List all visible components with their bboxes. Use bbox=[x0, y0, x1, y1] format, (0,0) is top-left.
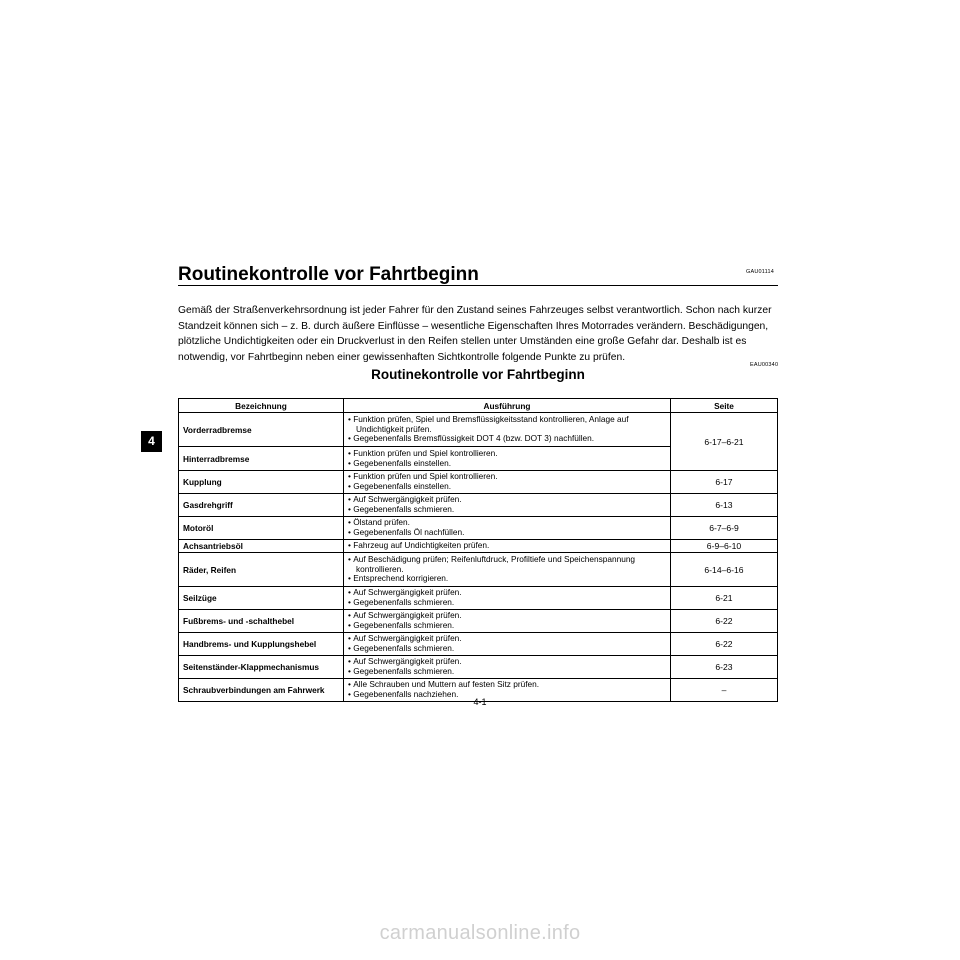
row-actions bbox=[344, 517, 671, 540]
action-bullet: • Auf Schwergängigkeit prüfen. bbox=[348, 611, 666, 621]
table-row bbox=[179, 471, 778, 494]
row-actions bbox=[344, 540, 671, 553]
table-code: EAU00340 bbox=[750, 362, 779, 368]
row-item: Kupplung bbox=[179, 471, 344, 494]
row-page: 6-14–6-16 bbox=[671, 553, 778, 587]
action-bullet: • Auf Beschädigung prüfen; Reifenluftdruck, Profiltiefe und Speichenspannung kontrollieren. bbox=[348, 555, 666, 574]
action-bullet: • Auf Schwergängigkeit prüfen. bbox=[348, 657, 666, 667]
action-bullet: • Gegebenenfalls schmieren. bbox=[348, 598, 666, 608]
action-bullet: • Funktion prüfen und Spiel kontrollieren. bbox=[348, 472, 666, 482]
page-number: 4-1 bbox=[473, 697, 487, 707]
table-row bbox=[179, 610, 778, 633]
row-page: 6-23 bbox=[671, 656, 778, 679]
column-header-page: Seite bbox=[671, 399, 778, 413]
row-item: Gasdrehgriff bbox=[179, 494, 344, 517]
row-actions bbox=[344, 447, 671, 471]
row-actions bbox=[344, 610, 671, 633]
row-item: Vorderradbremse bbox=[179, 413, 344, 447]
section-code: GAU01114 bbox=[746, 269, 774, 275]
row-actions bbox=[344, 413, 671, 447]
action-bullet: • Gegebenenfalls schmieren. bbox=[348, 505, 666, 515]
table-row bbox=[179, 517, 778, 540]
column-header-actions: Ausführung bbox=[344, 399, 671, 413]
action-bullet: • Auf Schwergängigkeit prüfen. bbox=[348, 495, 666, 505]
action-bullet: • Gegebenenfalls Bremsflüssigkeit DOT 4 (bzw. DOT 3) nachfüllen. bbox=[348, 434, 666, 444]
action-bullet: • Gegebenenfalls schmieren. bbox=[348, 667, 666, 677]
intro-paragraph: Gemäß der Straßenverkehrsordnung ist jeder Fahrer für den Zustand seines Fahrzeuges selbst verantwortlich. Schon nach kurzer Standzeit können sich – z. B. durch äußere Einflüsse – wesentliche Eigenschaften Ihres Motorrades verändern. Beschädigungen, plötzliche Undichtigkeiten oder ein Druckverlust in den Reifen stellen unter Umständen eine große Gefahr dar. Deshalb ist es notwendig, vor Fahrtbeginn neben einer gewissenhaften Sichtkontrolle folgende Punkte zu prüfen. bbox=[178, 305, 772, 363]
action-bullet: • Entsprechend korrigieren. bbox=[348, 574, 666, 584]
row-actions bbox=[344, 633, 671, 656]
row-item: Hinterradbremse bbox=[179, 447, 344, 471]
action-bullet: • Auf Schwergängigkeit prüfen. bbox=[348, 588, 666, 598]
row-item: Achsantriebsöl bbox=[179, 540, 344, 553]
table-row bbox=[179, 633, 778, 656]
title-underline bbox=[178, 285, 778, 286]
row-page: 6-13 bbox=[671, 494, 778, 517]
row-actions bbox=[344, 587, 671, 610]
row-actions bbox=[344, 494, 671, 517]
action-bullet: • Funktion prüfen, Spiel und Bremsflüssigkeitsstand kontrollieren, Anlage auf Undichtigkeit prüfen. bbox=[348, 415, 666, 434]
action-bullet: • Gegebenenfalls einstellen. bbox=[348, 459, 666, 469]
row-page: 6-21 bbox=[671, 587, 778, 610]
action-bullet: • Fahrzeug auf Undichtigkeiten prüfen. bbox=[348, 541, 666, 551]
table-row bbox=[179, 656, 778, 679]
table-row bbox=[179, 587, 778, 610]
action-bullet: • Auf Schwergängigkeit prüfen. bbox=[348, 634, 666, 644]
chapter-tab: 4 bbox=[141, 431, 162, 452]
table-header-row bbox=[179, 399, 778, 413]
page-title: Routinekontrolle vor Fahrtbeginn bbox=[178, 264, 479, 285]
table-row bbox=[179, 540, 778, 553]
row-page: 6-22 bbox=[671, 633, 778, 656]
column-header-item: Bezeichnung bbox=[179, 399, 344, 413]
action-bullet: • Gegebenenfalls schmieren. bbox=[348, 644, 666, 654]
row-page: 6-9–6-10 bbox=[671, 540, 778, 553]
row-item: Räder, Reifen bbox=[179, 553, 344, 587]
row-page: 6-17–6-21 bbox=[671, 413, 778, 471]
routine-check-table bbox=[178, 398, 778, 702]
action-bullet: • Gegebenenfalls einstellen. bbox=[348, 482, 666, 492]
row-actions bbox=[344, 656, 671, 679]
row-actions bbox=[344, 553, 671, 587]
action-bullet: • Ölstand prüfen. bbox=[348, 518, 666, 528]
table-row bbox=[179, 553, 778, 587]
row-page: – bbox=[671, 679, 778, 702]
row-page: 6-17 bbox=[671, 471, 778, 494]
row-page: 6-7–6-9 bbox=[671, 517, 778, 540]
table-row bbox=[179, 494, 778, 517]
action-bullet: • Gegebenenfalls schmieren. bbox=[348, 621, 666, 631]
action-bullet: • Alle Schrauben und Muttern auf festen Sitz prüfen. bbox=[348, 680, 666, 690]
action-bullet: • Funktion prüfen und Spiel kontrollieren. bbox=[348, 449, 666, 459]
action-bullet: • Gegebenenfalls nachziehen. bbox=[348, 690, 666, 700]
table-title: Routinekontrolle vor Fahrtbeginn bbox=[371, 367, 585, 382]
row-item: Motoröl bbox=[179, 517, 344, 540]
row-item: Fußbrems- und -schalthebel bbox=[179, 610, 344, 633]
row-item: Handbrems- und Kupplungshebel bbox=[179, 633, 344, 656]
row-item: Seilzüge bbox=[179, 587, 344, 610]
action-bullet: • Gegebenenfalls Öl nachfüllen. bbox=[348, 528, 666, 538]
row-actions bbox=[344, 471, 671, 494]
row-item: Seitenständer-Klappmechanismus bbox=[179, 656, 344, 679]
table-row bbox=[179, 413, 778, 447]
watermark-footer: carmanualsonline.info bbox=[379, 922, 581, 944]
row-item: Schraubverbindungen am Fahrwerk bbox=[179, 679, 344, 702]
row-page: 6-22 bbox=[671, 610, 778, 633]
